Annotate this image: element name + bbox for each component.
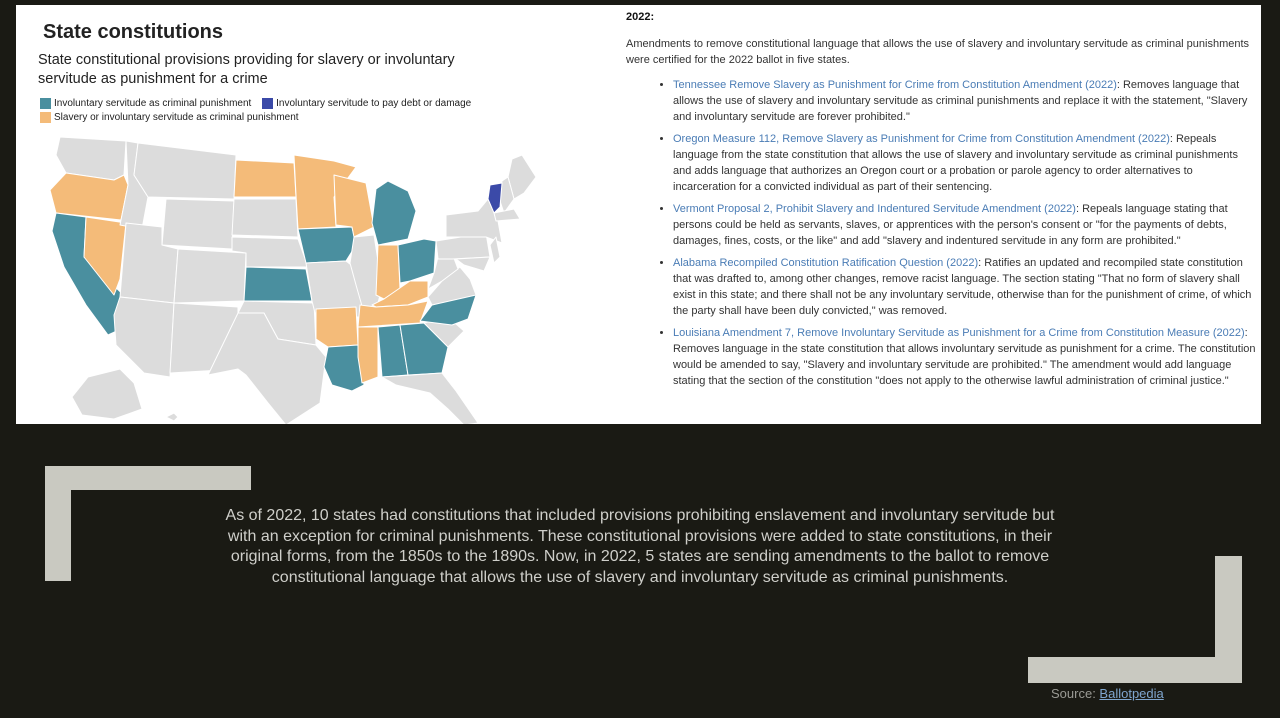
state-ohio — [398, 239, 436, 283]
content-panel — [16, 5, 1261, 424]
map-subtitle: State constitutional provisions providing for slavery or involuntary servitude as punishment for a crime — [38, 52, 455, 87]
amendment-link-vermont[interactable]: Vermont Proposal 2, Prohibit Slavery and Indentured Servitude Amendment (2022) — [673, 203, 1076, 215]
amendment-description: : Ratifies an updated and recompiled state constitution that was drafted to, among other changes, remove racist language. The section stating "That no form of slavery shall exist in this state; and there shall not be any involuntary servitude, otherwise than for the punishment of crime, of which the party shall have been duly convicted," was removed. — [673, 257, 1252, 317]
legend-item-blue — [262, 98, 471, 109]
decorative-bracket-top-left — [45, 466, 251, 490]
legend-label: Slavery or involuntary servitude as criminal punishment — [54, 112, 299, 123]
state-montana — [134, 143, 236, 199]
decorative-bracket-bottom-right — [1215, 556, 1242, 683]
state-north-dakota — [234, 160, 296, 197]
list-item — [673, 325, 1256, 389]
state-wyoming — [162, 199, 234, 249]
amendment-description: : Repeals language stating that persons could be held as servants, slaves, or apprentices with the person's consent or "for the payments of debts, damages, fines, costs, or the like" and add "slavery and indentured servitude in any form are prohibited." — [673, 203, 1228, 247]
legend-item-teal — [40, 98, 251, 109]
decorative-bracket-bottom-right — [1028, 657, 1242, 683]
list-item — [673, 255, 1256, 319]
state-hawaii — [166, 413, 178, 421]
decorative-bracket-top-left — [45, 466, 71, 581]
amendment-list — [626, 77, 1256, 389]
state-south-dakota — [232, 199, 298, 237]
list-item — [673, 131, 1256, 195]
source-label: Source: — [1051, 686, 1100, 701]
legend-label: Involuntary servitude to pay debt or damage — [276, 98, 472, 109]
amendment-description: : Repeals language from the state constitution that allows the use of slavery and involuntary servitude as criminal punishments and adds language that authorizes an Oregon court or a probation or parole agency to order alternatives to incarceration for a convicted individual as part of their sentencing. — [673, 133, 1238, 193]
legend-label: Involuntary servitude as criminal punishment — [54, 98, 252, 109]
amendment-link-oregon[interactable]: Oregon Measure 112, Remove Slavery as Punishment for Crime from Constitution Amendment (2022) — [673, 133, 1170, 145]
state-mississippi — [358, 327, 378, 383]
source-credit — [1051, 686, 1164, 701]
legend-swatch-orange — [40, 112, 51, 123]
state-oregon — [50, 173, 128, 220]
state-colorado — [174, 249, 246, 303]
state-arizona — [114, 297, 174, 377]
amendment-link-louisiana[interactable]: Louisiana Amendment 7, Remove Involuntary Servitude as Punishment for a Crime from Constitution Measure (2022) — [673, 327, 1245, 339]
map-legend — [40, 98, 510, 126]
state-kansas — [244, 267, 312, 301]
intro-paragraph: Amendments to remove constitutional language that allows the use of slavery and involuntary servitude as criminal punishments were certified for the 2022 ballot in five states. — [626, 38, 1250, 66]
year-heading: 2022: — [626, 11, 655, 23]
source-link[interactable]: Ballotpedia — [1099, 686, 1164, 701]
summary-text: As of 2022, 10 states had constitutions that included provisions prohibiting enslavement and involuntary servitude but with an exception for criminal punishments. These constitutional provisions were added to state constitutions, in their original forms, from the 1850s to the 1890s. Now, in 2022, 5 states are sending amendments to the ballot to remove constitutional language that allows the use of slavery and involuntary servitude as criminal punishments. — [225, 507, 1055, 586]
state-florida — [382, 373, 478, 424]
legend-item-orange — [40, 112, 299, 123]
state-iowa — [298, 227, 356, 263]
legend-swatch-teal — [40, 98, 51, 109]
amendments-article — [626, 9, 1256, 395]
state-alaska — [72, 369, 142, 419]
list-item — [673, 77, 1256, 125]
map-title: State constitutions — [43, 21, 224, 43]
state-massachusetts — [494, 209, 520, 221]
state-arkansas — [316, 307, 358, 347]
amendment-link-tennessee[interactable]: Tennessee Remove Slavery as Punishment for Crime from Constitution Amendment (2022) — [673, 79, 1117, 91]
list-item — [673, 201, 1256, 249]
legend-swatch-blue — [262, 98, 273, 109]
state-michigan — [372, 181, 416, 245]
amendment-description: : Removes language in the state constitution that allows involuntary servitude as punishment for a crime. The constitution would be amended to say, "Slavery and involuntary servitude are prohibited." The amendment would add language stating that the section of the constitution "does not apply to the otherwise lawful administration of criminal justice." — [673, 327, 1256, 387]
amendment-link-alabama[interactable]: Alabama Recompiled Constitution Ratification Question (2022) — [673, 257, 979, 269]
amendment-description: : Removes language that allows the use of slavery and involuntary servitude as criminal punishments and replace it with the statement, "Slavery and involuntary servitude are forever prohibited." — [673, 79, 1248, 123]
